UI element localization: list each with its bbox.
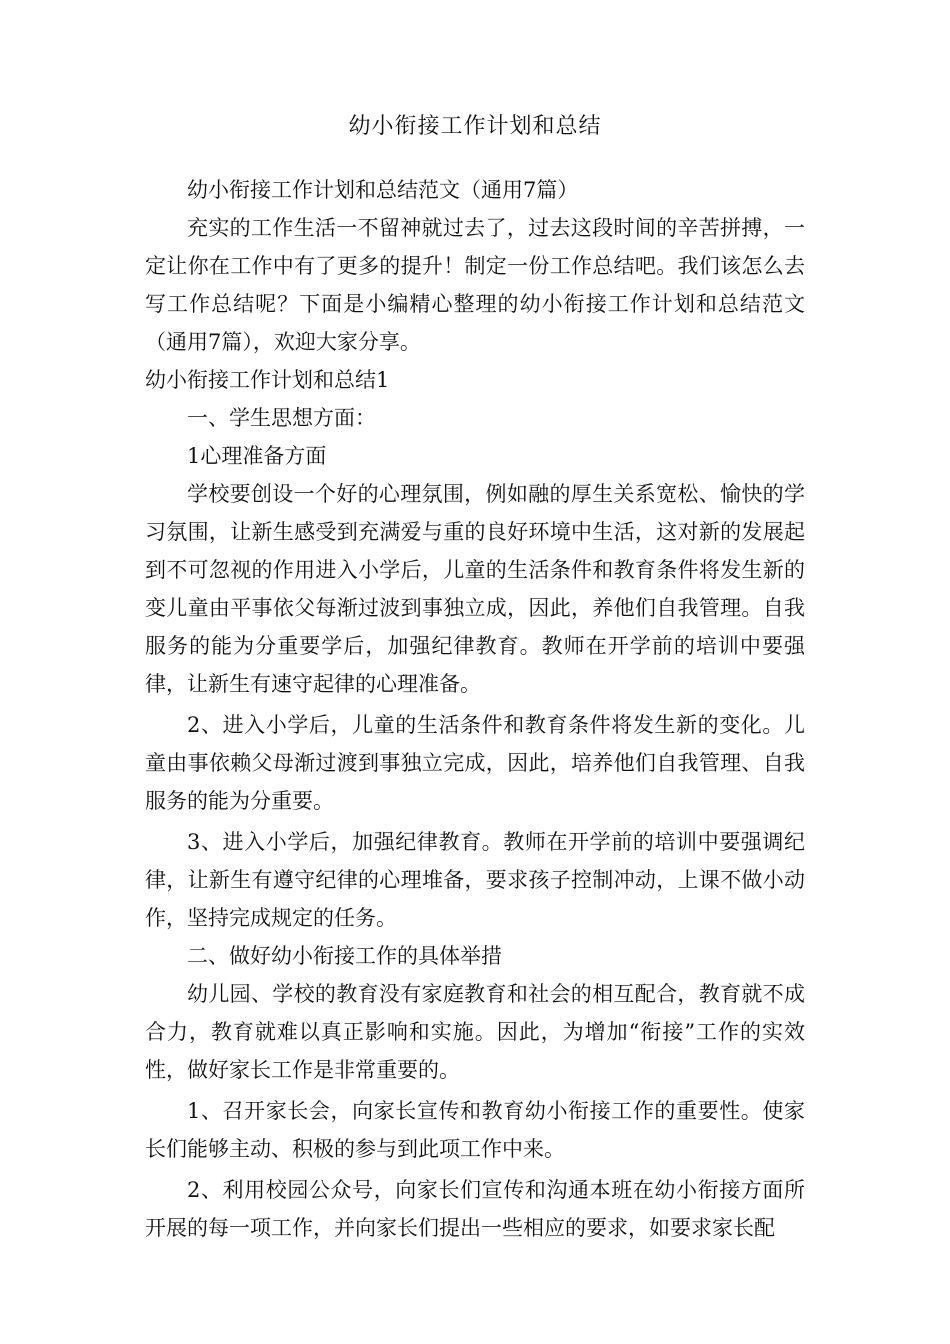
- subtitle-paragraph: 幼小衔接工作计划和总结范文（通用7篇）: [187, 178, 579, 202]
- subheading-psychological-prep: 1心理准备方面: [187, 444, 327, 468]
- document-body: [145, 171, 805, 1247]
- body-paragraph: 2、进入小学后，儿童的生活条件和教育条件将发生新的变化。儿童由事依赖父母渐过渡到事独立完成，因此，培养他们自我管理、自我服务的能为分重要。: [145, 713, 805, 813]
- body-paragraph: 3、进入小学后，加强纪律教育。教师在开学前的培训中要强调纪律，让新生有遵守纪律的心理堆备，要求孩子控制冲动，上课不做小动作，坚持完成规定的任务。: [145, 830, 805, 930]
- body-paragraph: 学校要创设一个好的心理氛围，例如融的厚生关系宽松、愉快的学习氛围，让新生感受到充满爱与重的良好环境中生活，这对新的发展起到不可忽视的作用进入小学后，儿童的生活条件和教育条件将发生新的变儿童由平事依父每渐过波到事独立成，因此，养他们自我管理。自我服务的能为分重要学后，加强纪律教育。教师在开学前的培训中要强律，让新生有速守起律的心理准备。: [145, 482, 805, 696]
- intro-paragraph: 充实的工作生活一不留神就过去了，过去这段时间的辛苦拼搏，一定让你在工作中有了更多的提升！制定一份工作总结吧。我们该怎么去写工作总结呢？下面是小编精心整理的幼小衔接工作计划和总结范文（通用7篇），欢迎大家分享。: [145, 216, 805, 354]
- body-paragraph: 幼儿园、学校的教育没有家庭教育和社会的相互配合，教育就不成合力，教育就难以真正影响和实施。因此，为增加“衔接”工作的实效性，做好家长工作是非常重要的。: [145, 982, 805, 1082]
- subheading-measures: 二、做好幼小衔接工作的具体举措: [187, 944, 502, 968]
- subheading-student-thought: 一、学生思想方面：: [187, 406, 376, 430]
- body-paragraph: 1、召开家长会，向家长宣传和教育幼小衔接工作的重要性。使家长们能够主动、积极的参与到此项工作中来。: [145, 1099, 805, 1161]
- section-heading: 幼小衔接工作计划和总结1: [145, 368, 390, 392]
- document-title: 幼小衔接工作计划和总结: [348, 114, 602, 139]
- body-paragraph: 2、利用校园公众号，向家长们宣传和沟通本班在幼小衔接方面所开展的每一项工作，并向家长们提出一些相应的要求，如要求家长配: [145, 1178, 805, 1240]
